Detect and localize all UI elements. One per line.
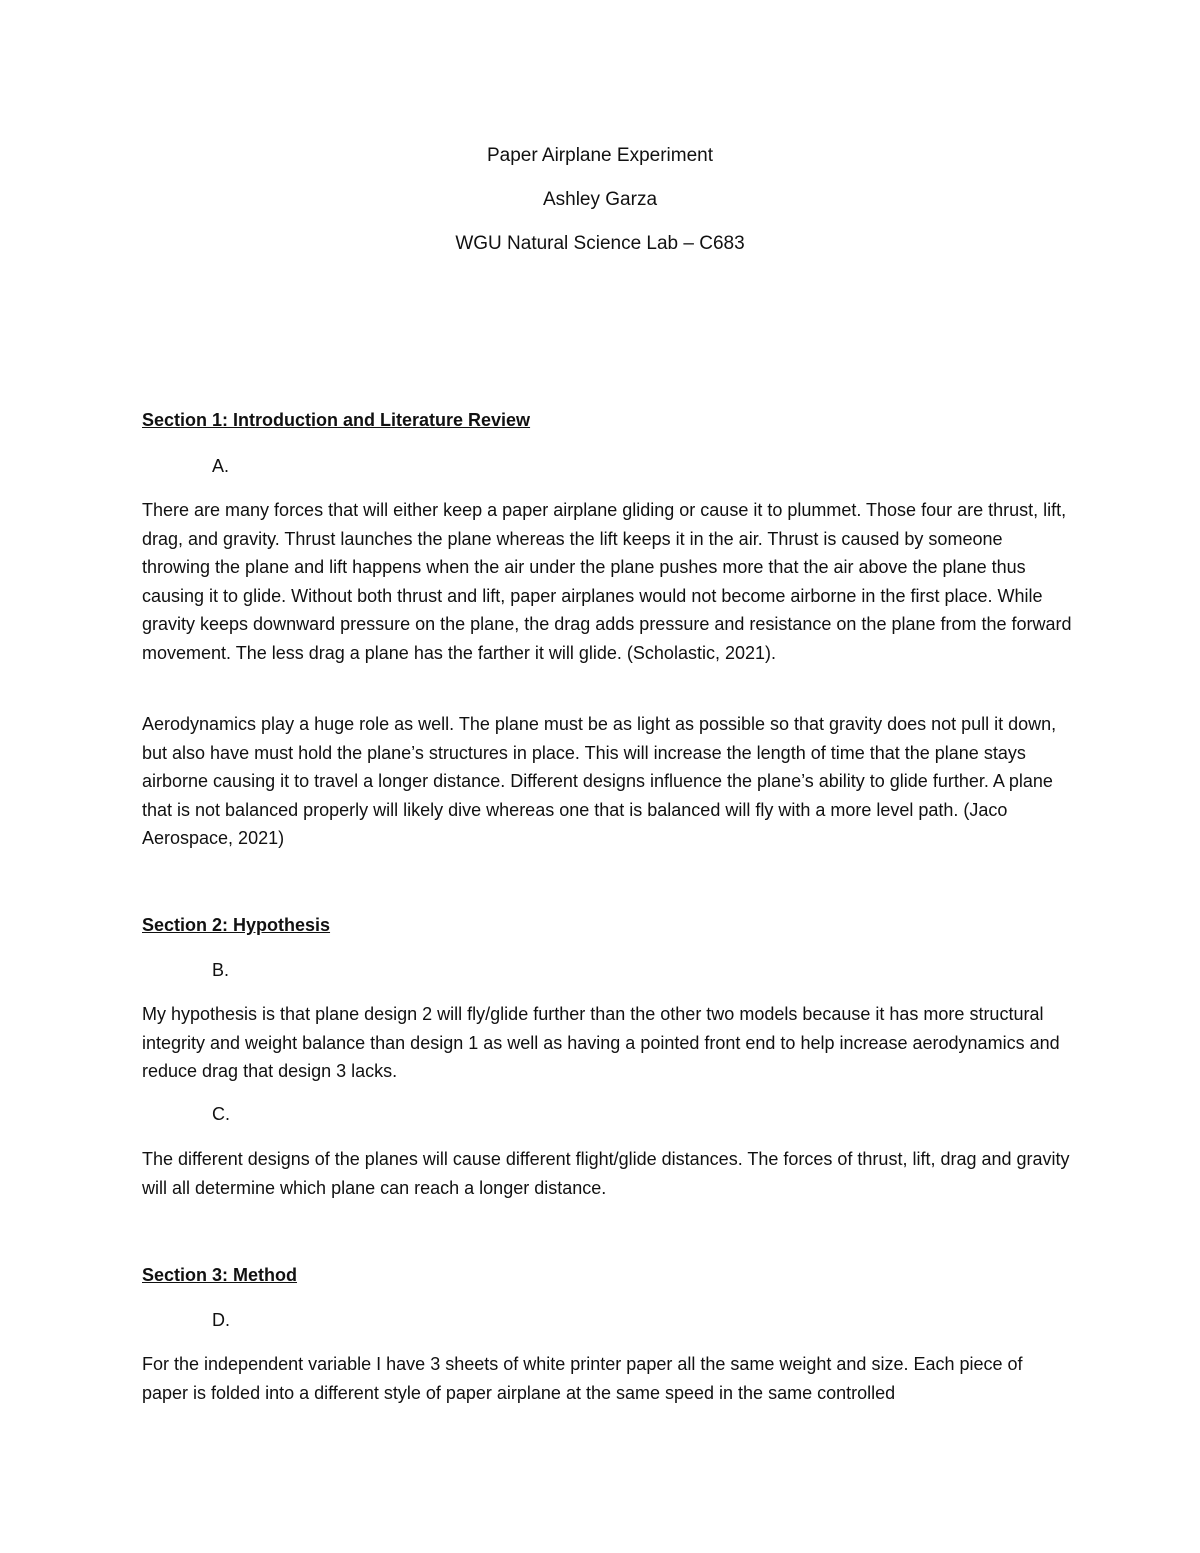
document-title: Paper Airplane Experiment xyxy=(486,145,713,166)
section-2-paragraph-c: The different designs of the planes will cause different flight/glide distances. The forces of thrust, lift, drag and gravity will all determine which plane can reach a longer distance. xyxy=(142,1149,1070,1198)
section-3-label: D. xyxy=(212,1310,230,1330)
section-2-paragraph-b: My hypothesis is that plane design 2 will fly/glide further than the other two models because it has more structural integrity and weight balance than design 1 as well as having a pointed front end to help increase aerodynamics and reduce drag that design 3 lacks. xyxy=(142,1004,1060,1081)
section-3-paragraph-d: For the independent variable I have 3 sheets of white printer paper all the same weight and size. Each piece of paper is folded into a different style of paper airplane at the same speed in the same controlled xyxy=(142,1354,1023,1403)
section-1-paragraph-2: Aerodynamics play a huge role as well. The plane must be as light as possible so that gravity does not pull it down, but also have must hold the plane’s structures in place. This will increase the length of time that the plane stays airborne causing it to travel a longer distance. Different designs influence the plane’s ability to glide further. A plane that is not balanced properly will likely dive whereas one that is balanced will fly with a more level path. (Jaco Aerospace, 2021) xyxy=(142,714,1057,848)
section-2-heading: Section 2: Hypothesis xyxy=(142,915,331,935)
section-1-paragraph-1: There are many forces that will either keep a paper airplane gliding or cause it to plummet. Those four are thrust, lift, drag, and gravity. Thrust launches the plane whereas the lift keeps it in the air. Thrust is caused by someone throwing the plane and lift happens when the air under the plane pushes more that the air above the plane thus causing it to glide. Without both thrust and lift, paper airplanes would not become airborne in the first place. While gravity keeps downward pressure on the plane, the drag adds pressure and resistance on the plane from the forward movement. The less drag a plane has the farther it will glide. (Scholastic, 2021). xyxy=(142,500,1072,663)
section-1-label: A. xyxy=(212,456,230,476)
section-3-heading: Section 3: Method xyxy=(142,1265,298,1285)
course-name: WGU Natural Science Lab – C683 xyxy=(455,233,745,254)
section-2-label-c: C. xyxy=(212,1104,230,1124)
section-2-label-b: B. xyxy=(212,960,230,980)
section-1-heading: Section 1: Introduction and Literature Review xyxy=(142,410,531,430)
author-name: Ashley Garza xyxy=(542,189,658,210)
